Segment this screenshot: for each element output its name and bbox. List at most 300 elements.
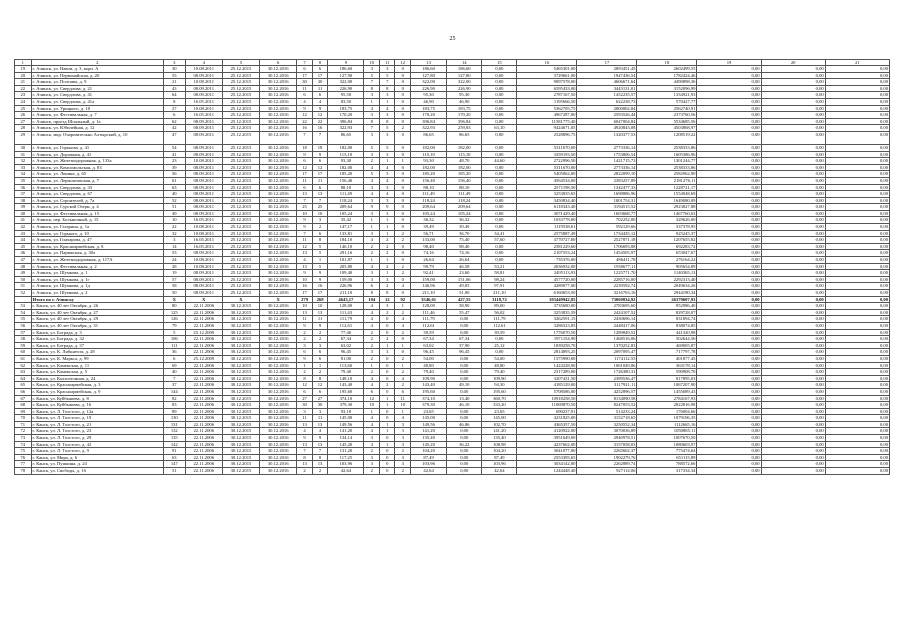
table-row [15, 369, 890, 376]
table-cell: 10 [395, 402, 411, 409]
table-cell: 96,45 [410, 349, 446, 356]
table-cell: 0,00 [697, 454, 761, 461]
table-cell: 4120922,00 [517, 428, 577, 435]
table-cell: 30.12.2016 [260, 112, 297, 119]
table-cell: 47 [15, 257, 32, 264]
table-cell: 25.12.2009 [185, 355, 222, 362]
table-cell: 0,00 [761, 415, 825, 422]
table-row [15, 362, 890, 369]
table-cell: 30.12.2015 [222, 454, 259, 461]
table-cell: 0,00 [761, 270, 825, 277]
table-cell: 63 [163, 184, 185, 191]
table-cell: 195,60 [482, 388, 517, 395]
table-cell: 25.12.2015 [222, 257, 259, 264]
table-cell: 4 [364, 164, 380, 171]
table-cell: 105,24 [447, 210, 482, 217]
table-cell: 4920843,08 [577, 125, 637, 132]
table-cell: г. Канск, ул. 40 лет Октября, д. 27 [31, 309, 163, 316]
table-cell: 3 [364, 92, 380, 99]
table-cell: 87,49 [410, 454, 446, 461]
table-cell: 1603668,77 [577, 210, 637, 217]
table-cell: 42 [163, 125, 185, 132]
table-cell: 62 [15, 362, 32, 369]
table-cell: 0,00 [825, 224, 889, 231]
table-cell: 1 [297, 362, 313, 369]
table-cell: 2 [364, 468, 380, 475]
table-cell: г. Ачинск, ул. Шумкова, д. 1 [31, 270, 163, 277]
table-cell: 0,00 [697, 177, 761, 184]
table-cell: 226,90 [447, 85, 482, 92]
table-cell: 2773336,14 [577, 144, 637, 151]
table-row [15, 322, 890, 329]
table-row [15, 158, 890, 165]
table-cell: 13,40 [447, 395, 482, 402]
table-cell: 0,00 [825, 468, 889, 475]
table-cell: 0,00 [697, 144, 761, 151]
table-cell: 115,10 [410, 151, 446, 158]
table-cell: 0,00 [825, 303, 889, 310]
table-cell: 1726380,31 [577, 369, 637, 376]
table-cell: 5311670,00 [517, 144, 577, 151]
table-cell: 0 [379, 329, 395, 336]
table-cell: 0,00 [761, 296, 825, 303]
table-cell: 4 [312, 428, 328, 435]
table-cell: 08.09.2011 [185, 270, 222, 277]
table-cell: 0,00 [825, 395, 889, 402]
table-cell: 8247053,52 [577, 402, 637, 409]
table-cell: 24 [163, 257, 185, 264]
table-row [15, 210, 890, 217]
table-cell: 2 [297, 329, 313, 336]
table-cell: 2424107,52 [577, 309, 637, 316]
table-cell: 322,93 [328, 125, 364, 132]
table-cell: 788572,66 [637, 461, 697, 468]
table-cell: 0 [379, 435, 395, 442]
table-cell: 30.12.2016 [260, 144, 297, 151]
table-cell: 0,00 [761, 349, 825, 356]
table-cell: 0,00 [825, 276, 889, 283]
table-cell: 7 [364, 125, 380, 132]
table-cell: 9424671,05 [517, 125, 577, 132]
table-cell: 79,40 [328, 369, 364, 376]
table-cell: 128,00 [328, 303, 364, 310]
table-cell: 98,24 [482, 276, 517, 283]
table-cell: 54,00 [410, 355, 446, 362]
table-cell: 141,20 [482, 428, 517, 435]
table-cell: 88,10 [410, 184, 446, 191]
table-cell: 0,00 [761, 263, 825, 270]
table-cell: 0,00 [761, 322, 825, 329]
table-cell: 6 [312, 349, 328, 356]
table-cell: 6 [163, 112, 185, 119]
table-cell: 2822816,98 [637, 402, 697, 409]
table-cell: 108,98 [482, 441, 517, 448]
table-cell: 30.12.2016 [260, 224, 297, 231]
table-row [15, 309, 890, 316]
table-cell: 0,00 [697, 243, 761, 250]
table-cell: 2107553,24 [517, 250, 577, 257]
table-cell: 14 [163, 243, 185, 250]
table-cell: 56,71 [410, 230, 446, 237]
table-cell: 0,00 [825, 250, 889, 257]
table-cell: 3450834,40 [517, 197, 577, 204]
table-cell: 3253835,65 [517, 191, 577, 198]
table-cell: 0,00 [761, 112, 825, 119]
table-cell: 3 [395, 421, 411, 428]
table-cell: 74,16 [410, 250, 446, 257]
table-cell: г. Канск, ул. Куйбышева, д. 8 [31, 395, 163, 402]
table-cell: 88,10 [447, 184, 482, 191]
table-cell: г. Ачинск, ул. Железнодорожная, д. 117А [31, 257, 163, 264]
table-row [15, 257, 890, 264]
table-cell: 35,42 [328, 217, 364, 224]
table-cell: 2 [379, 243, 395, 250]
table-cell: 33 [15, 164, 32, 171]
table-cell: 1119538,61 [517, 224, 577, 231]
table-cell: 2 [395, 309, 411, 316]
table-cell: 1 [379, 342, 395, 349]
table-cell: 08.09.2011 [185, 197, 222, 204]
table-cell: 30.12.2015 [222, 309, 259, 316]
table-cell: 1 [312, 257, 328, 264]
table-cell: 3034142,00 [517, 461, 577, 468]
table-cell: 0,00 [697, 316, 761, 323]
table-cell: 39 [163, 164, 185, 171]
table-cell: 4289077,00 [517, 283, 577, 290]
table-cell: 54 [163, 144, 185, 151]
table-cell: 25.12.2015 [222, 79, 259, 86]
table-cell: 0,00 [482, 66, 517, 73]
table-cell: 717797,78 [637, 349, 697, 356]
table-cell: 1452235,57 [577, 92, 637, 99]
table-cell: 0,00 [761, 461, 825, 468]
table-cell: 4643,17 [328, 296, 364, 303]
table-cell: 1 [395, 342, 411, 349]
table-cell: 0,00 [761, 408, 825, 415]
table-cell: 0,00 [447, 322, 482, 329]
table-cell: 118,24 [328, 197, 364, 204]
table-cell: 25.12.2015 [222, 250, 259, 257]
table-cell: 0 [395, 191, 411, 198]
table-cell: 13 [297, 250, 313, 257]
table-cell: 0,00 [825, 105, 889, 112]
table-cell: 135,40 [410, 435, 446, 442]
table-cell: 0,00 [825, 151, 889, 158]
table-cell: 0,00 [761, 369, 825, 376]
table-cell: 0,00 [761, 421, 825, 428]
table-cell: 0,00 [482, 144, 517, 151]
table-cell: 8 [364, 118, 380, 125]
table-cell: 0,00 [761, 402, 825, 409]
table-cell: 4252896,57 [577, 388, 637, 395]
table-cell: 2 [395, 237, 411, 244]
table-cell: 276164,22 [637, 257, 697, 264]
table-cell: 2923827,88 [637, 204, 697, 211]
table-cell: 6 [364, 388, 380, 395]
table-cell: 156,40 [447, 177, 482, 184]
table-row [15, 217, 890, 224]
table-cell: 0,00 [697, 296, 761, 303]
table-cell: 4237662,00 [517, 441, 577, 448]
table-cell: 08.09.2011 [185, 250, 222, 257]
table-cell: 363178,14 [637, 362, 697, 369]
table-cell: 5362705,75 [517, 105, 577, 112]
table-cell: 25.12.2015 [222, 112, 259, 119]
table-cell: 9 [297, 105, 313, 112]
table-cell: 30 [297, 402, 313, 409]
table-cell: 702252,00 [577, 217, 637, 224]
housing-register-table [14, 59, 890, 475]
table-cell: 30.12.2016 [260, 230, 297, 237]
table-row [15, 112, 890, 119]
table-cell: 396,84 [328, 118, 364, 125]
table-cell: г. Ачинск, проезд Шпальный, д. 1а [31, 118, 163, 125]
table-cell: 2 [395, 230, 411, 237]
table-cell: 0,00 [447, 362, 482, 369]
table-cell: г. Канск, ул. Л. Толстого, д. 9 [31, 448, 163, 455]
table-cell: 64 [163, 92, 185, 99]
table-cell: 16.05.2011 [185, 98, 222, 105]
table-cell: 0,00 [825, 448, 889, 455]
table-cell: 30.12.2016 [260, 435, 297, 442]
table-cell: 0,00 [761, 217, 825, 224]
table-cell: 08.09.2011 [185, 118, 222, 125]
table-cell: 1 [379, 441, 395, 448]
table-cell: 2 [364, 336, 380, 343]
table-cell: 952986,40 [637, 303, 697, 310]
table-cell: 27 [15, 118, 32, 125]
table-cell: 13 [312, 421, 328, 428]
table-cell: 1801754,31 [577, 197, 637, 204]
column-number: 15 [482, 60, 517, 66]
table-cell: 0 [379, 388, 395, 395]
table-cell: 109,90 [482, 375, 517, 382]
table-cell: 22.11.2006 [185, 402, 222, 409]
table-cell: 0,00 [825, 270, 889, 277]
table-cell: 651115,89 [637, 454, 697, 461]
table-cell: 2 [364, 448, 380, 455]
table-cell: 22.11.2006 [185, 421, 222, 428]
table-cell: 17 [297, 290, 313, 297]
table-row [15, 191, 890, 198]
table-cell: 0,00 [761, 316, 825, 323]
column-number: 3 [163, 60, 185, 66]
table-cell: 0,00 [825, 329, 889, 336]
table-cell: 9 [312, 276, 328, 283]
table-cell: 10 [312, 303, 328, 310]
table-cell: 4185129,00 [517, 382, 577, 389]
table-cell: г. Канск, ул. Л. Толстого, д. 19 [31, 415, 163, 422]
table-cell: 0,00 [697, 441, 761, 448]
table-cell: 30.12.2016 [260, 402, 297, 409]
table-cell: 25.12.2015 [222, 177, 259, 184]
table-cell: 48,70 [447, 158, 482, 165]
table-cell: 0,00 [825, 171, 889, 178]
table-cell: 30.12.2015 [222, 369, 259, 376]
table-row [15, 408, 890, 415]
table-cell: 0,00 [761, 118, 825, 125]
table-cell: 1839258,70 [517, 342, 577, 349]
table-cell: 13 [297, 461, 313, 468]
table-cell: г. Канск, ул. 40 лет Октября, д. 26 [31, 303, 163, 310]
table-cell: 38,90 [447, 303, 482, 310]
table-cell: 51,00 [447, 290, 482, 297]
table-cell: 322,00 [447, 79, 482, 86]
table-cell: 0,00 [482, 105, 517, 112]
table-cell: 10 [312, 210, 328, 217]
table-cell: 08.09.2011 [185, 191, 222, 198]
table-row [15, 230, 890, 237]
table-cell: 12 [364, 395, 380, 402]
table-cell: 0,00 [697, 415, 761, 422]
table-cell: 0,00 [825, 177, 889, 184]
table-cell: 0 [395, 85, 411, 92]
table-cell: 51 [163, 468, 185, 475]
table-cell: 3253835,59 [517, 309, 577, 316]
table-cell: 1 [379, 257, 395, 264]
table-cell: 86,65 [410, 131, 446, 144]
table-cell: 10.08.2011 [185, 105, 222, 112]
table-cell: 1706693,88 [577, 243, 637, 250]
table-cell: 67,34 [328, 336, 364, 343]
table-cell: 2 [395, 369, 411, 376]
table-cell: 1467760,63 [637, 210, 697, 217]
table-cell: 692283,72 [637, 243, 697, 250]
table-cell: 16.05.2011 [185, 237, 222, 244]
column-number: 7 [297, 60, 313, 66]
table-cell: 30.12.2016 [260, 164, 297, 171]
table-cell: 0,00 [697, 204, 761, 211]
table-cell: 0,00 [697, 92, 761, 99]
table-cell: 2 [297, 336, 313, 343]
table-cell: 6 [312, 92, 328, 99]
table-row [15, 388, 890, 395]
table-cell: 2 [379, 263, 395, 270]
table-cell: 7 [312, 197, 328, 204]
table-cell: 5311670,00 [517, 164, 577, 171]
table-cell: 103,96 [410, 461, 446, 468]
table-cell: 22.11.2006 [185, 369, 222, 376]
table-cell: 4606671,64 [577, 79, 637, 86]
table-cell: 185,20 [410, 171, 446, 178]
table-cell: 10 [364, 402, 380, 409]
table-cell: 23 [163, 158, 185, 165]
table-cell: 22.11.2006 [185, 382, 222, 389]
table-cell: 30.12.2016 [260, 395, 297, 402]
table-cell: г. Ачинск, ул. Гончарова, д. 47 [31, 237, 163, 244]
table-cell: 2 [395, 263, 411, 270]
table-cell: 2448417,06 [577, 322, 637, 329]
table-cell: 56 [163, 171, 185, 178]
table-cell: 6 [297, 349, 313, 356]
table-cell: 182,00 [447, 144, 482, 151]
table-cell: 3 [364, 276, 380, 283]
table-cell: 30.12.2016 [260, 342, 297, 349]
table-cell: 30.12.2016 [260, 257, 297, 264]
table-cell: 55 [15, 316, 32, 323]
table-cell: 3207431,50 [517, 375, 577, 382]
table-cell: 30.12.2016 [260, 184, 297, 191]
table-cell: 08.09.2011 [185, 184, 222, 191]
table-cell: 0 [395, 171, 411, 178]
table-cell: 89 [163, 408, 185, 415]
table-cell: 69 [15, 408, 32, 415]
table-cell: 182,00 [410, 164, 446, 171]
table-cell: 0 [395, 118, 411, 125]
table-cell: 112,61 [482, 322, 517, 329]
table-cell: 156,40 [410, 177, 446, 184]
table-cell: 0,00 [825, 441, 889, 448]
table-cell: 0,00 [447, 448, 482, 455]
table-row [15, 421, 890, 428]
table-cell: 0,00 [697, 329, 761, 336]
table-cell: 211,10 [410, 290, 446, 297]
table-row [15, 316, 890, 323]
table-cell: г. Ачинск, ул. Лермонтовская, д. 7 [31, 177, 163, 184]
table-cell: 226,96 [328, 283, 364, 290]
table-cell: 2 [297, 369, 313, 376]
table-cell: 5 [312, 250, 328, 257]
table-cell: 30.12.2016 [260, 105, 297, 112]
table-cell: г. Ачинск, ул. Свердлова, д. 21 [31, 85, 163, 92]
table-cell: 0,00 [482, 72, 517, 79]
table-cell: г. Канск, ул. К. Маркса, д. 99 [31, 355, 163, 362]
table-cell: г. Канск, ул. Куйбышева, д. 16 [31, 402, 163, 409]
table-cell: 469005,87 [637, 342, 697, 349]
table-cell: г. Ачинск, ул. Гоpькoвa, д. 41 [31, 144, 163, 151]
table-cell: 0,00 [482, 177, 517, 184]
table-cell: 30.12.2016 [260, 79, 297, 86]
table-cell: 30.12.2015 [222, 375, 259, 382]
table-cell: 3 [312, 342, 328, 349]
table-cell: 3 [364, 184, 380, 191]
table-cell: 39,59 [410, 329, 446, 336]
table-row [15, 177, 890, 184]
table-cell: 22.11.2006 [185, 461, 222, 468]
table-cell: 1228721,17 [637, 184, 697, 191]
table-cell: 22 [15, 85, 32, 92]
table-cell: 0,00 [825, 158, 889, 165]
table-cell: 111,43 [328, 309, 364, 316]
table-cell: 68 [15, 402, 32, 409]
table-row [15, 131, 890, 144]
column-number: 10 [364, 60, 380, 66]
table-cell: 4564534,00 [517, 177, 577, 184]
table-cell: 205,80 [328, 263, 364, 270]
table-cell: 817895,03 [637, 375, 697, 382]
table-cell: 1947436,54 [577, 72, 637, 79]
table-cell: 1289849,52 [577, 329, 637, 336]
table-row [15, 395, 890, 402]
table-cell: 0,00 [697, 164, 761, 171]
table-cell: 51 [15, 283, 32, 290]
table-cell: 5 [379, 171, 395, 178]
table-cell: 176004,66 [637, 408, 697, 415]
table-cell: 25.12.2015 [222, 204, 259, 211]
column-number: 6 [260, 60, 297, 66]
table-cell: 1 [395, 303, 411, 310]
table-cell: 109,90 [410, 375, 446, 382]
table-cell: 4577720,00 [517, 276, 577, 283]
table-cell: 8 [297, 454, 313, 461]
table-cell: 30.12.2016 [260, 421, 297, 428]
table-cell: 3286523,85 [517, 322, 577, 329]
table-cell: 3 [364, 435, 380, 442]
column-number: 20 [761, 60, 825, 66]
table-cell: 111,79 [410, 316, 446, 323]
table-cell: 0,00 [697, 85, 761, 92]
table-cell: 4 [364, 375, 380, 382]
